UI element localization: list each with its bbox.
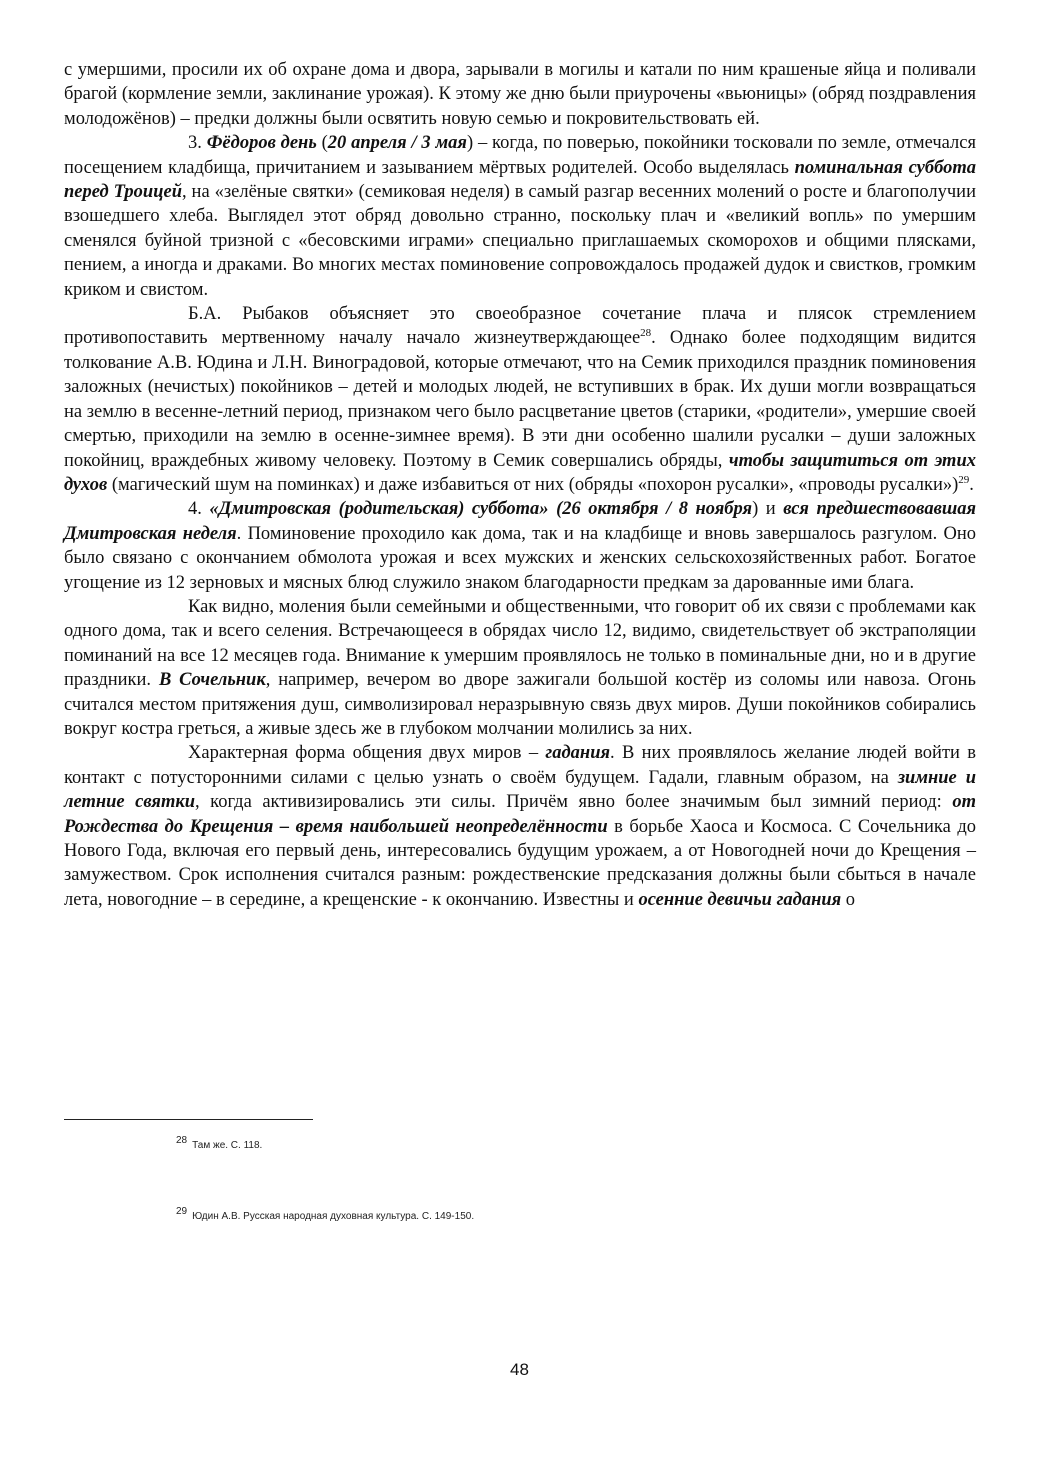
text-run: , когда активизировались эти силы. Причём явно более значимым был зимний период: bbox=[195, 792, 953, 813]
paragraph bbox=[64, 131, 976, 302]
emphasis-text: вся предшествовавшая Дмитровская неделя bbox=[64, 499, 977, 544]
footnote-number: 29 bbox=[176, 1206, 188, 1217]
text-run: . bbox=[969, 474, 974, 495]
footnote bbox=[176, 1206, 475, 1222]
emphasis-text: «Дмитровская (родительская) суббота» (26 октября / 8 ноября bbox=[209, 499, 753, 520]
text-run: . Поминовение проходило как дома, так и на кладбище и вновь завершалось разгулом. Оно было связано с окончанием обмолота урожая и всех мужских и женских сельскохозяйственных работ. Богатое угощение из 12 зерновых и мясных блюд служило знаком благодарности предкам за дарованные ими блага. bbox=[64, 523, 976, 593]
paragraph bbox=[64, 497, 976, 595]
text-run: ) и bbox=[752, 499, 784, 520]
paragraph bbox=[64, 595, 976, 741]
footnote-ref[interactable]: 29 bbox=[958, 473, 970, 486]
emphasis-text: осенние девичьи гадания bbox=[638, 889, 842, 910]
paragraph bbox=[64, 741, 976, 912]
footnote bbox=[176, 1135, 263, 1151]
text-run: . Однако более подходящим видится толкование А.В. Юдина и Л.Н. Виноградовой, которые отмечают, что на Семик приходился праздник поминовения заложных (нечистых) покойников – детей и молодых людей, не вступивших в брак. Их души могли возвращаться на землю в весенне-летний период, признаком чего было расцветание цветов (старики, «родители», умершие своей смертью, приходили на землю в осенне-зимнее время). В эти дни особенно шалили русалки – души заложных покойниц, враждебных живому человеку. Поэтому в Семик совершались обряды, bbox=[64, 328, 976, 471]
footnote-ref[interactable]: 28 bbox=[640, 327, 652, 340]
text-run: ) – когда, по поверью, покойники тосковали по земле, отмечался посещением кладбища, причитанием и зазыванием мёртвых родителей. Особо выделялась bbox=[64, 133, 976, 178]
emphasis-text: зимние и летние святки bbox=[64, 767, 976, 813]
emphasis-text: Фёдоров день bbox=[206, 133, 317, 154]
emphasis-text: В Сочельник bbox=[158, 670, 266, 691]
text-run: . В них проявлялось желание людей войти в контакт с потусторонними силами с целью узнать о своём будущем. Гадали, главным образом, на bbox=[64, 743, 977, 788]
footnote-separator bbox=[64, 1119, 313, 1120]
paragraph bbox=[64, 58, 976, 131]
text-run: , на «зелёные святки» (семиковая неделя) в самый разгар весенних молений о росте и благополучии взошедшего хлеба. Выглядел этот обряд довольно странно, поскольку плач и «великий вопль» по умершим сменялся буйной тризной с «бесовскими играми» специально приглашаемых скоморохов и общими плясками, пением, а иногда и драками. Во многих местах поминовение сопровождалось продажей дудок и свистков, громким криком и свистом. bbox=[64, 182, 976, 300]
footnote-number: 28 bbox=[176, 1135, 188, 1146]
footnote-text: Юдин А.В. Русская народная духовная культура. С. 149-150. bbox=[192, 1211, 475, 1222]
emphasis-text: чтобы защититься от этих духов bbox=[64, 450, 976, 495]
text-run: Б.А. Рыбаков объясняет это своеобразное сочетание плача и плясок стремлением противопоставить мертвенному началу начало жизнеутверждающее bbox=[64, 304, 976, 349]
text-run: 4. bbox=[188, 499, 210, 520]
text-run: Как видно, моления были семейными и общественными, что говорит об их связи с проблемами как одного дома, так и всего селения. Встречающееся в обрядах число 12, видимо, свидетельствует об экстраполяции поминаний на все 12 месяцев года. Внимание к умершим проявлялось не только в поминальные дни, но и в другие праздники. bbox=[64, 596, 976, 691]
text-run: (магический шум на поминках) и даже избавиться от них (обряды «похорон русалки», «проводы русалки») bbox=[107, 474, 959, 495]
paragraph-text: с умершими, просили их об охране дома и двора, зарывали в могилы и катали по ним крашеные яйца и поливали брагой (кормление земли, заклинание урожая). К этому же дню были приурочены «вьюницы» (обряд поздравления молодожёнов) – предки должны были освятить новую семью и покровительствовать ей. bbox=[64, 60, 976, 129]
footnote-text: Там же. С. 118. bbox=[192, 1140, 263, 1151]
text-run: Характерная форма общения двух миров – bbox=[188, 743, 546, 764]
emphasis-text: поминальная суббота перед Троицей bbox=[64, 157, 976, 203]
text-run: ( bbox=[316, 133, 328, 154]
text-run: , например, вечером во дворе зажигали большой костёр из соломы или навоза. Огонь считался местом притяжения душ, символизировал неразрывную связь двух миров. Души покойников собирались вокруг костра греться, а живые здесь же в глубоком молчании молились за них. bbox=[64, 670, 976, 739]
text-run: в борьбе Хаоса и Космоса. С Сочельника до Нового Года, включая его первый день, интересовались будущим урожаем, а от Новогодней ночи до Крещения – замужеством. Срок исполнения считался разным: рождественские предсказания должны были сбыться в начале лета, новогодние – в середине, а крещенские - к окончанию. Известны и bbox=[64, 816, 977, 910]
emphasis-text: 20 апреля / 3 мая bbox=[327, 133, 467, 154]
emphasis-text: гадания bbox=[545, 743, 611, 764]
text-run: о bbox=[841, 889, 856, 910]
emphasis-text: от Рождества до Крещения – время наибольшей неопределённости bbox=[64, 792, 976, 837]
body-text bbox=[64, 58, 976, 912]
text-run: 3. bbox=[188, 133, 207, 154]
page-number: 48 bbox=[510, 1360, 529, 1379]
paragraph bbox=[64, 302, 976, 497]
